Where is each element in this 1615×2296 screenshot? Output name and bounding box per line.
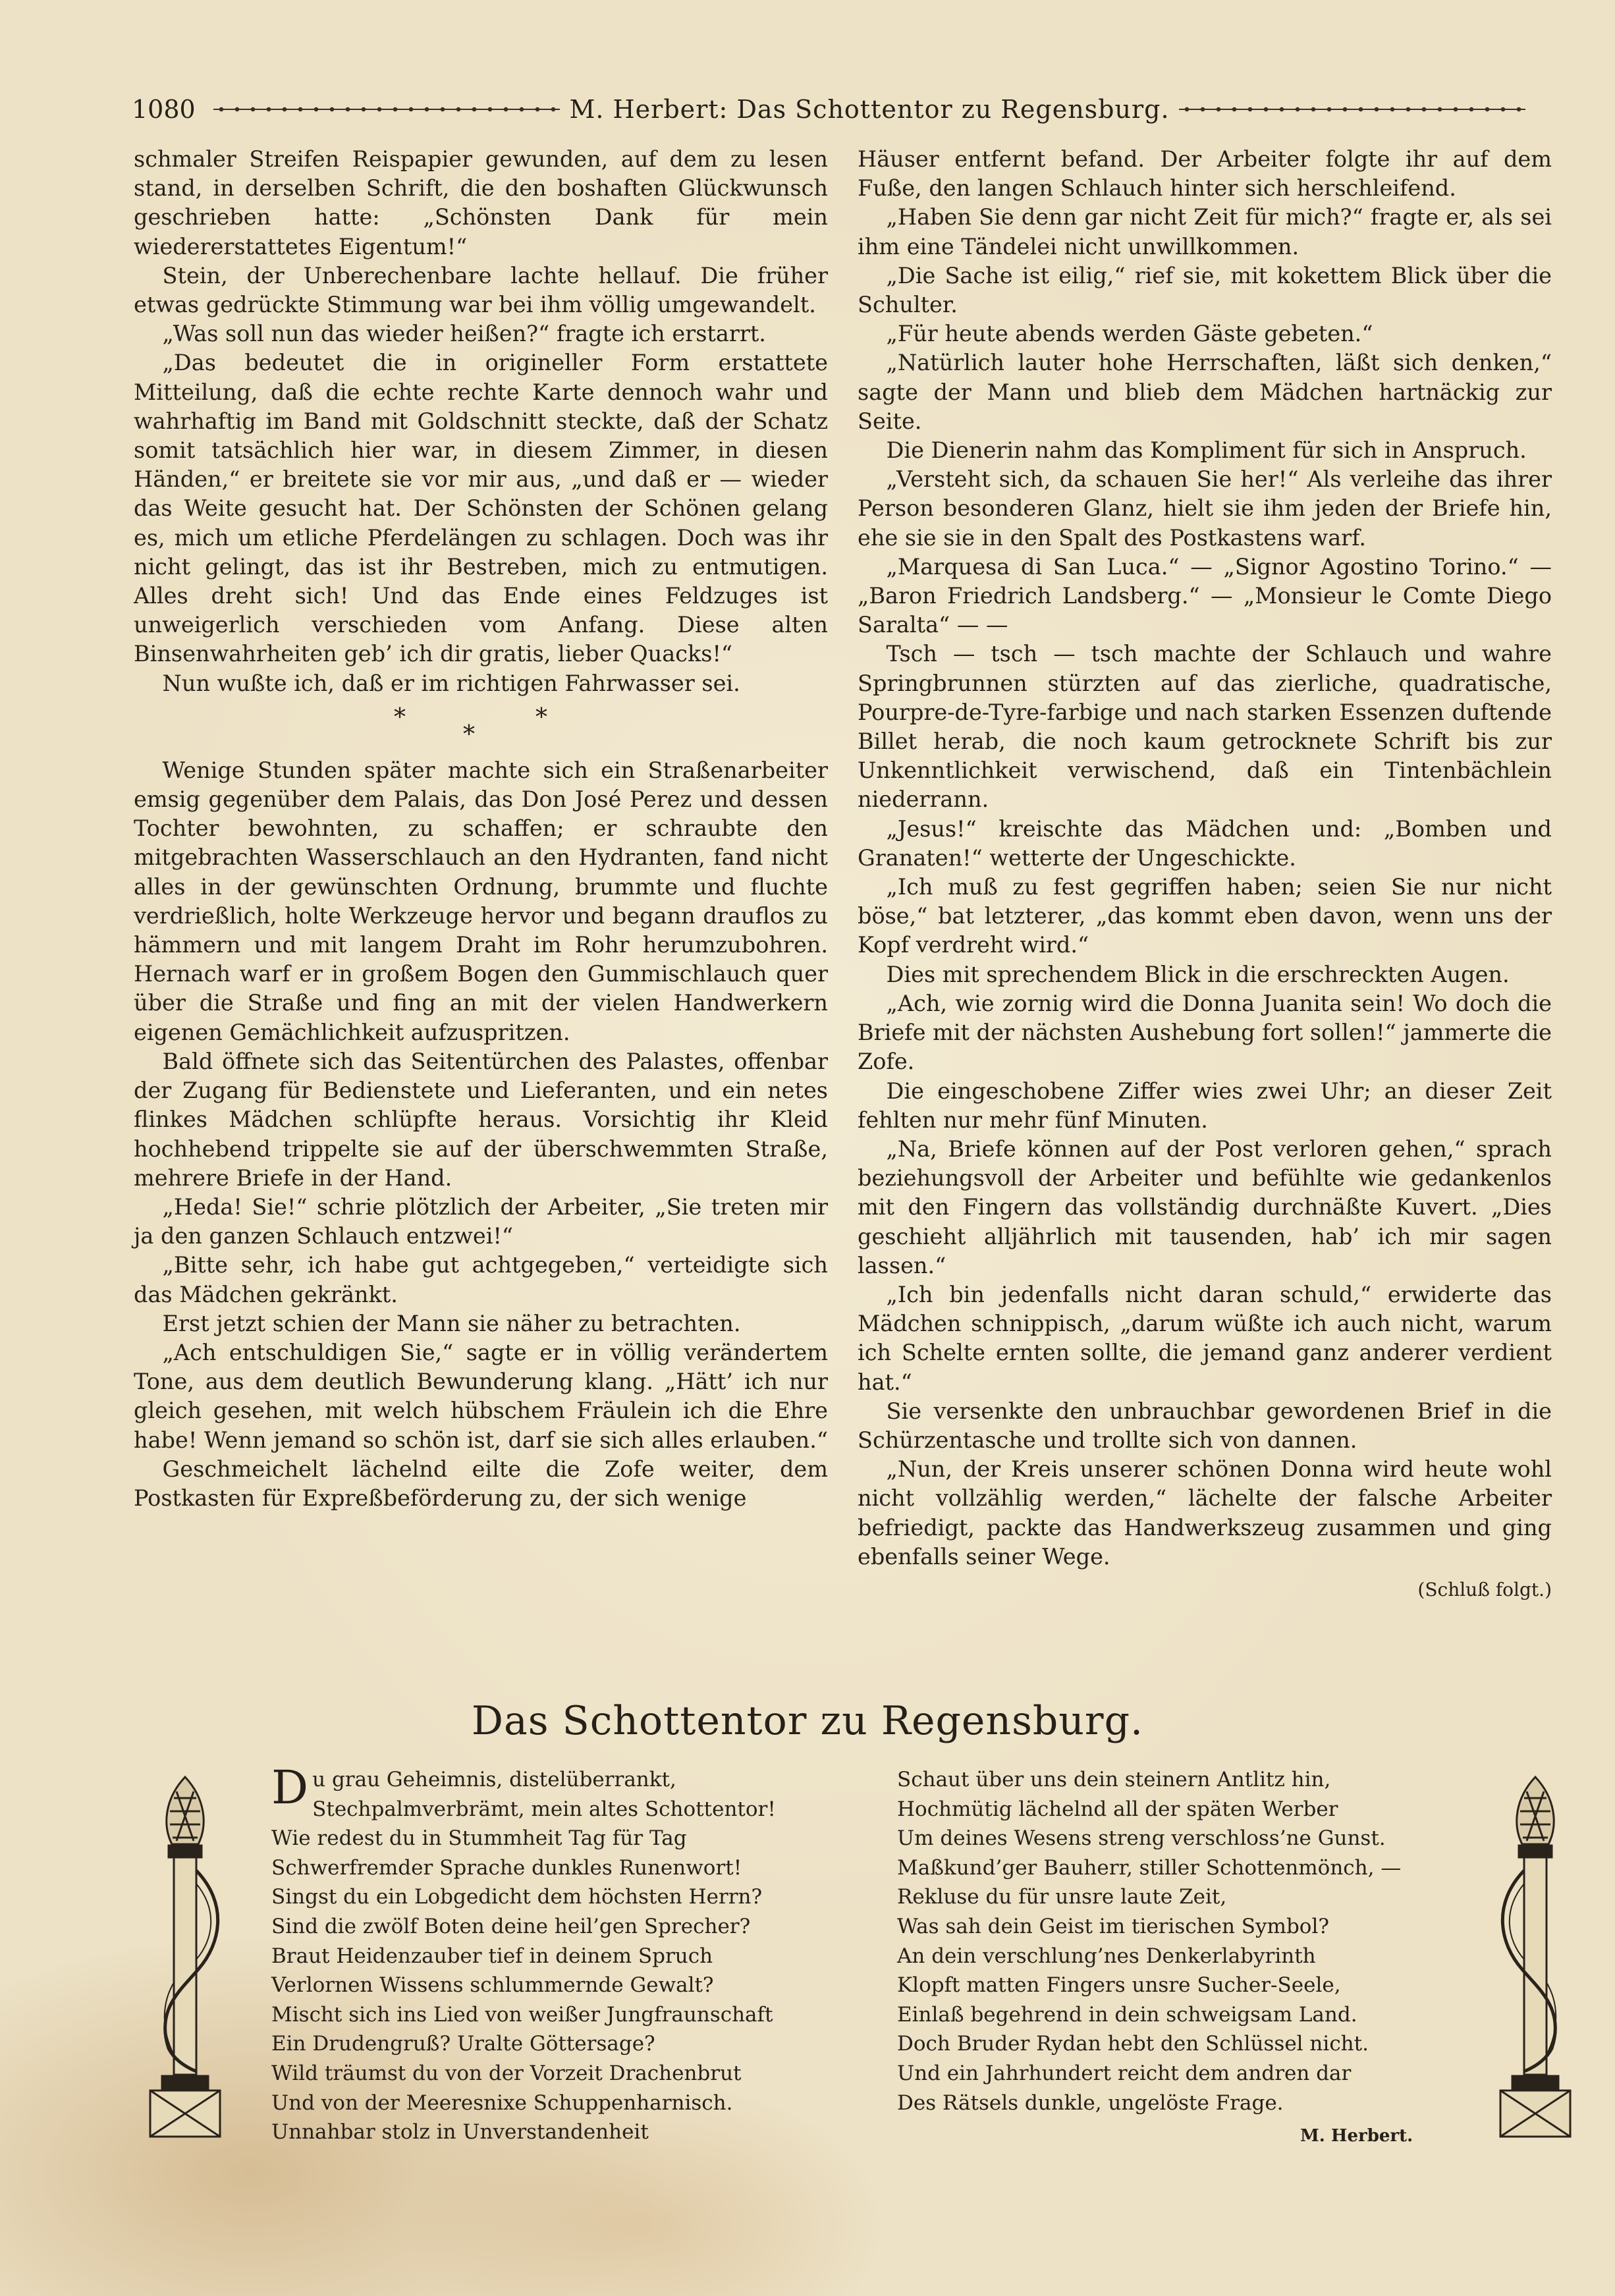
pillar-ornament-left-icon (136, 1772, 234, 2141)
poem-author: M. Herbert. (1300, 2126, 1413, 2146)
paragraph: „Na, Briefe können auf der Post verloren gehen,“ sprach beziehungsvoll der Arbeiter und befühlte wie gedankenlos mit den Fingern das vollständig durchnäßte Kuvert. „Dies geschieht alljährlich mit tausenden, hab’ ich mir sagen lassen.“ (858, 1135, 1552, 1278)
poem-line: Und von der Meeresnixe Schuppenharnisch. (271, 2091, 733, 2115)
paragraph: „Ach entschuldigen Sie,“ sagte er in völlig verändertem Tone, aus dem deutlich Bewunderung klang. „Hätt’ ich nur gleich gesehen, mit welch hübschem Fräulein ich die Ehre habe! Wenn jemand so schön ist, darf sie sich alles erlauben.“ (134, 1339, 829, 1453)
poem-line: u grau Geheimnis, distelüberrankt, (312, 1768, 676, 1791)
poem-line: Mischt sich ins Lied von weißer Jungfraunschaft (271, 2002, 773, 2027)
paragraph: „Für heute abends werden Gäste gebeten.“ (886, 321, 1373, 347)
paragraph: „Ach, wie zornig wird die Donna Juanita sein! Wo doch die Briefe mit der nächsten Aushebung fort sollen!“ jammerte die Zofe. (858, 990, 1552, 1075)
paragraph: schmaler Streifen Reispapier gewunden, auf dem zu lesen stand, in derselben Schrift, die den boshaften Glückwunsch geschrieben hatte: „Schönsten Dank für mein wiedererstattetes Eigentum!“ (134, 146, 828, 260)
paragraph: „Ich bin jedenfalls nicht daran schuld,“ erwiderte das Mädchen schnippisch, „darum wüßte ich auch nicht, warum ich Schelte ernten sollte, die jemand ganz anderer verdient hat.“ (858, 1281, 1552, 1395)
paragraph: Stein, der Unberechenbare lachte hellauf. Die früher etwas gedrückte Stimmung war bei ihm völlig umgewandelt. (134, 262, 828, 318)
paragraph: „Versteht sich, da schauen Sie her!“ Als verleihe das ihrer Person besonderen Glanz, hielt sie ihm jeden der Briefe hin, ehe sie sie in den Spalt des Postkastens warf. (858, 466, 1552, 551)
page-number: 1080 (132, 95, 196, 124)
paragraph: Häuser entfernt befand. Der Arbeiter folgte ihr auf dem Fuße, den langen Schlauch hinter sich herschleifend. (858, 146, 1552, 202)
paragraph: „Was soll nun das wieder heißen?“ fragte ich erstarrt. (162, 321, 766, 347)
paragraph: „Die Sache ist eilig,“ rief sie, mit kokettem Blick über die Schulter. (858, 262, 1552, 318)
poem-line: Ein Drudengruß? Uralte Göttersage? (271, 2032, 655, 2056)
paragraph: „Bitte sehr, ich habe gut achtgegeben,“ verteidigte sich das Mädchen gekränkt. (134, 1252, 828, 1307)
paragraph: „Natürlich lauter hohe Herrschaften, läßt sich denken,“ sagte der Mann und blieb dem Mädchen hartnäckig zur Seite. (858, 350, 1552, 434)
paragraph: „Marquesa di San Luca.“ — „Signor Agostino Torino.“ — „Baron Friedrich Landsberg.“ — „Monsieur le Comte Diego Saralta“ — — (858, 553, 1552, 638)
poem-line: Schaut über uns dein steinern Antlitz hin, (897, 1768, 1331, 1791)
paragraph: Wenige Stunden später machte sich ein Straßenarbeiter emsig gegenüber dem Palais, das Don José Perez und dessen Tochter bewohnten, zu schaffen; er schraubte den mitgebrachten Wasserschlauch an den Hydranten, fand nicht alles in der gewünschten Ordnung, brummte und fluchte verdrießlich, holte Werkzeuge hervor und begann drauflos zu hämmern und mit langem Draht im Rohr herumzubohren. Hernach warf er in großem Bogen den Gummischlauch quer über die Straße und fing an mit der vielen Handwerkern eigenen Gemächlichkeit aufzuspritzen. (134, 757, 828, 1045)
poem-line: Einlaß begehrend in dein schweigsam Land. (897, 2002, 1357, 2027)
continuation-note: (Schluß folgt.) (1417, 1578, 1552, 1600)
poem-stanza-right (897, 1765, 1437, 2118)
right-text-column (858, 145, 1552, 1604)
poem-line: Singst du ein Lobgedicht dem höchsten Herrn? (271, 1885, 763, 1909)
paragraph: Tsch — tsch — tsch machte der Schlauch und wahre Springbrunnen stürzten auf das zierliche, quadratische, Pourpre-de-Tyre-farbige und nach starken Essenzen duftende Billet herab, die noch kaum getrocknete Schrift bis zur Unkenntlichkeit verwischend, daß ein Tintenbächlein niederrann. (858, 641, 1552, 813)
paragraph: „Haben Sie denn gar nicht Zeit für mich?“ fragte er, als sei ihm eine Tändelei nicht unwillkommen. (858, 204, 1552, 260)
poem-line: Unnahbar stolz in Unverstandenheit (271, 2120, 649, 2145)
header-ornament-right (1179, 105, 1525, 113)
poem-line: Verlornen Wissens schlummernde Gewalt? (271, 1973, 714, 1998)
paragraph: „Ich muß zu fest gegriffen haben; seien Sie nur nicht böse,“ bat letzterer, „das kommt eben davon, wenn uns der Kopf verdreht wird.“ (858, 874, 1552, 958)
poem-line: Wie redest du in Stummheit Tag für Tag (271, 1826, 687, 1851)
paragraph: Erst jetzt schien der Mann sie näher zu betrachten. (162, 1310, 741, 1336)
poem-line: Hochmütig lächelnd all der späten Werber (897, 1797, 1338, 1821)
paragraph: „Heda! Sie!“ schrie plötzlich der Arbeiter, „Sie treten mir ja den ganzen Schlauch entzwei!“ (134, 1193, 828, 1249)
poem-line: Doch Bruder Rydan hebt den Schlüssel nicht. (897, 2032, 1369, 2056)
paragraph: Bald öffnete sich das Seitentürchen des Palastes, offenbar der Zugang für Bedienstete und Lieferanten, und ein netes flinkes Mädchen schlüpfte heraus. Vorsichtig ihr Kleid hochhebend trippelte sie auf der überschwemmten Straße, mehrere Briefe in der Hand. (134, 1048, 828, 1191)
poem-line: Stechpalmverbrämt, mein altes Schottentor! (312, 1797, 776, 1821)
paragraph: Die eingeschobene Ziffer wies zwei Uhr; an dieser Zeit fehlten nur mehr fünf Minuten. (858, 1078, 1552, 1133)
poem-line: Was sah dein Geist im tierischen Symbol? (897, 1914, 1329, 1938)
header-ornament-left (213, 105, 560, 113)
poem-line: Braut Heidenzauber tief in deinem Spruch (271, 1944, 713, 1968)
paragraph: „Das bedeutet die in origineller Form erstattete Mitteilung, daß die echte rechte Karte dennoch wahr und wahrhaftig im Band mit Goldschnitt steckte, daß der Schatz somit tatsächlich hier war, in diesem Zimmer, in diesen Händen,“ er breitete sie vor mir aus, „und daß er — wieder das Weite gesucht hat. Der Schönsten der Schönen gelang es, mich um etliche Pferdelängen zu schlagen. Doch was ihr nicht gelingt, das ist ihr Bestreben, mich zu entmutigen. Alles dreht sich! Und das Ende eines Feldzuges ist unweigerlich verschieden vom Anfang. Diese alten Binsenwahrheiten geb’ ich dir gratis, lieber Quacks!“ (134, 350, 828, 667)
poem-line: Rekluse du für unsre laute Zeit, (897, 1885, 1227, 1909)
paragraph: Dies mit sprechendem Blick in die erschreckten Augen. (886, 961, 1510, 987)
paragraph: Sie versenkte den unbrauchbar gewordenen Brief in die Schürzentasche und trollte sich von dannen. (858, 1398, 1552, 1453)
left-text-column (134, 145, 828, 1513)
poem-line: Und ein Jahrhundert reicht dem andren dar (897, 2061, 1352, 2085)
running-header (132, 91, 1535, 128)
paragraph: Die Dienerin nahm das Kompliment für sich in Anspruch. (886, 437, 1527, 464)
paragraph: Nun wußte ich, daß er im richtigen Fahrwasser sei. (162, 670, 740, 696)
poem-line: Klopft matten Fingers unsre Sucher-Seele, (897, 1973, 1341, 1998)
drop-cap: D (271, 1761, 309, 1815)
poem-line: Des Rätsels dunkle, ungelöste Frage. (897, 2091, 1284, 2115)
paragraph: „Jesus!“ kreischte das Mädchen und: „Bomben und Granaten!“ wetterte der Ungeschickte. (858, 815, 1552, 871)
running-title: M. Herbert: Das Schottentor zu Regensburg. (569, 95, 1170, 124)
poem-line: Sind die zwölf Boten deine heil’gen Sprecher? (271, 1914, 751, 1938)
paragraph: Geschmeichelt lächelnd eilte die Zofe weiter, dem Postkasten für Expreßbeförderung zu, der sich wenige (134, 1456, 828, 1511)
pillar-ornament-right-icon (1486, 1772, 1585, 2141)
poem-line: Maßkund’ger Bauherr, stiller Schottenmönch, — (897, 1855, 1402, 1880)
poem-line: Wild träumst du von der Vorzeit Drachenbrut (271, 2061, 742, 2085)
poem-line: Schwerfremder Sprache dunkles Runenwort! (271, 1855, 742, 1880)
section-break-stars: * * * (394, 703, 547, 748)
poem-line: An dein verschlung’nes Denkerlabyrinth (897, 1944, 1316, 1968)
poem-line: Um deines Wesens streng verschloss’ne Gunst. (897, 1826, 1386, 1851)
paragraph: „Nun, der Kreis unserer schönen Donna wird heute wohl nicht vollzählig werden,“ lächelte der falsche Arbeiter befriedigt, packte das Handwerkszeug zusammen und ging ebenfalls seiner Wege. (858, 1456, 1552, 1570)
poem-title: Das Schottentor zu Regensburg. (471, 1698, 1144, 1744)
poem-stanza-left (271, 1761, 851, 2147)
